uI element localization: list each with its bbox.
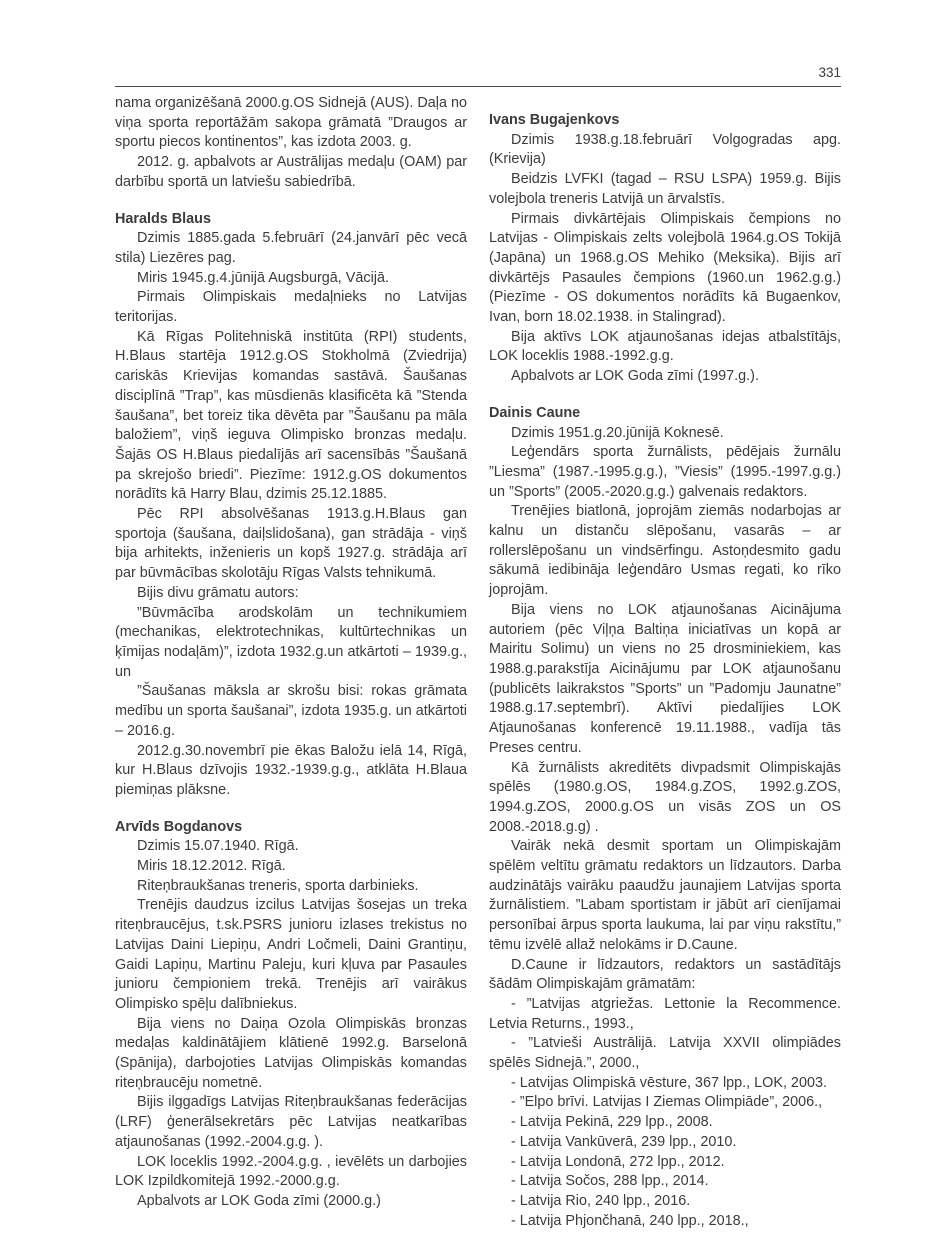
paragraph: Pirmais divkārtējais Olimpiskais čempions no Latvijas - Olimpiskais zelts volejbolā 1964.g.OS Tokijā (Japāna) un 1968.g.OS Mehiko (Meksika). Bijis arī divkārtējs Pasaules čempions (1960.un 1962.g.g.) (Piezīme - OS dokumentos norādīts kā Bugaenkov, Ivan, born 18.02.1938. in Stalingrad).: [489, 210, 841, 326]
paragraph: Riteņbraukšanas treneris, sporta darbinieks.: [137, 877, 419, 894]
paragraph: Bija aktīvs LOK atjaunošanas idejas atbalstītājs, LOK loceklis 1988.-1992.g.g.: [489, 328, 841, 365]
paragraph: Trenējis daudzus izcilus Latvijas šosejas un treka riteņbraucējus, t.sk.PSRS junioru izlases trekistus no Latvijas Daini Liepiņu, Andri Ločmeli, Daini Grantiņu, Gaidi Lapiņu, Martinu Paleju, kuri kļuva par Pasaules junioru čempioniem trekā. Trenējis arī vairākus Olimpisko spēļu dalībniekus.: [115, 897, 467, 1012]
paragraph: Beidzis LVFKI (tagad – RSU LSPA) 1959.g. Bijis volejbola treneris Latvijā un ārvalstīs.: [489, 171, 841, 207]
left-column: [115, 94, 467, 1231]
text-columns: [115, 94, 841, 1231]
paragraph: Bijis ilggadīgs Latvijas Riteņbraukšanas federācijas (LRF) ģenerālsekretārs pēc Latvijas neatkarības atjaunošanas (1992.-2004.g.g. ).: [115, 1094, 467, 1150]
paragraph: Dzimis 1951.g.20.jūnijā Koknesē.: [511, 424, 724, 441]
paragraph: Vairāk nekā desmit sportam un Olimpiskajām spēlēm veltītu grāmatu redaktors un līdzautors. Darba audzinātājs vairāku paaudžu jaunajiem Latvijas sporta žurnālistiem. ”Labam sportistam ir jābūt arī cienījamai personībai ārpus sporta laukuma, lai par viņu rakstītu,” tēmu izvēlē allaž nelokāms ir D.Caune.: [489, 838, 841, 953]
entry-heading: Haralds Blaus: [115, 210, 211, 227]
page-header: [115, 64, 841, 87]
paragraph: - ”Elpo brīvi. Latvijas I Ziemas Olimpiāde”, 2006.,: [511, 1094, 823, 1111]
paragraph: - Latvijas Olimpiskā vēsture, 367 lpp., LOK, 2003.: [511, 1074, 827, 1091]
paragraph: ”Šaušanas māksla ar skrošu bisi: rokas grāmata medību un sporta šaušanai”, izdota 1935.g. un atkārtoti – 2016.g.: [115, 683, 467, 739]
paragraph: Dzimis 1938.g.18.februārī Volgogradas apg. (Krievija): [489, 131, 841, 168]
paragraph: Miris 18.12.2012. Rīgā.: [137, 858, 286, 875]
paragraph: - ”Latvieši Austrālijā. Latvija XXVII olimpiādes spēlēs Sidnejā.”, 2000.,: [489, 1035, 841, 1072]
paragraph: D.Caune ir līdzautors, redaktors un sastādītājs šādām Olimpiskajām grāmatām:: [489, 956, 841, 993]
right-column: [489, 94, 841, 1231]
page-number: 331: [818, 65, 841, 80]
paragraph: - Latvija Pekinā, 229 lpp., 2008.: [511, 1114, 713, 1131]
paragraph: 2012. g. apbalvots ar Austrālijas medaļu (OAM) par darbību sportā un latviešu sabiedrībā.: [115, 154, 467, 190]
paragraph: - Latvija Phjončhanā, 240 lpp., 2018.,: [511, 1212, 749, 1229]
paragraph: Miris 1945.g.4.jūnijā Augsburgā, Vācijā.: [137, 269, 389, 286]
paragraph: LOK loceklis 1992.-2004.g.g. , ievēlēts un darbojies LOK Izpildkomitejā 1992.-2000.g.g.: [115, 1153, 467, 1190]
paragraph: Dzimis 1885.gada 5.februārī (24.janvārī pēc vecā stila) Liezēres pag.: [115, 230, 467, 266]
paragraph: Pēc RPI absolvēšanas 1913.g.H.Blaus gan sportoja (šaušana, daiļslidošana), gan strādāja - viņš bija arhitekts, inženieris un kopš 1927.g. strādāja arī par būvmācības skolotāju Rīgas Valsts tehnikumā.: [115, 506, 467, 582]
paragraph: Pirmais Olimpiskais medaļnieks no Latvijas teritorijas.: [115, 289, 467, 326]
page-content: [115, 64, 841, 1231]
entry-heading: Ivans Bugajenkovs: [489, 112, 620, 128]
paragraph: Bija viens no Daiņa Ozola Olimpiskās bronzas medaļas kaldinātājiem klātienē 1992.g. Barselonā (Spānija), darbojoties Latvijas Olimpiskās komandas riteņbraucēju nometnē.: [115, 1015, 467, 1091]
paragraph: Dzimis 15.07.1940. Rīgā.: [137, 838, 299, 855]
paragraph: - Latvija Rio, 240 lpp., 2016.: [511, 1192, 691, 1209]
paragraph: Apbalvots ar LOK Goda zīmi (2000.g.): [137, 1192, 381, 1209]
paragraph: nama organizēšanā 2000.g.OS Sidnejā (AUS). Daļa no viņa sporta reportāžām sakopa grāmatā ”Draugos ar sportu piecos kontinentos”, kas izdota 2003. g.: [115, 95, 467, 151]
paragraph: Bijis divu grāmatu autors:: [137, 584, 299, 601]
paragraph: Kā žurnālists akreditēts divpadsmit Olimpiskajās spēlēs (1980.g.OS, 1984.g.ZOS, 1992.g.ZOS, 1994.g.ZOS, 2000.g.OS un visās ZOS un OS 2008.-2018.g.g) .: [489, 759, 841, 835]
paragraph: Leģendārs sporta žurnālists, pēdējais žurnālu ”Liesma” (1987.-1995.g.g.), ”Viesis” (1995.-1997.g.g.) un ”Sports” (2005.-2020.g.g.) galvenais redaktors.: [489, 444, 841, 500]
paragraph: - Latvija Vankūverā, 239 lpp., 2010.: [511, 1133, 737, 1150]
paragraph: - ”Latvijas atgriežas. Lettonie la Recommence. Letvia Returns., 1993.,: [489, 995, 841, 1032]
paragraph: Trenējies biatlonā, joprojām ziemās nodarbojas ar kalnu un distanču slēpošanu, vasarās – ar rollerslēpošanu un vindsērfingu. Astoņdesmito gadu sākumā iedibināja leģendāro Usmas regati, ko rīko joprojām.: [489, 503, 841, 599]
entry-heading: Arvīds Bogdanovs: [115, 818, 243, 835]
paragraph: Apbalvots ar LOK Goda zīmi (1997.g.).: [511, 368, 759, 385]
paragraph: - Latvija Londonā, 272 lpp., 2012.: [511, 1153, 725, 1170]
paragraph: ”Būvmācība arodskolām un technikumiem (mechanikas, elektrotechnikas, kultūrtechnikas un ķīmijas nodaļām)”, izdota 1932.g.un atkārtoti – 1939.g., un: [115, 604, 467, 680]
entry-heading: Dainis Caune: [489, 404, 581, 421]
paragraph: 2012.g.30.novembrī pie ēkas Baložu ielā 14, Rīgā, kur H.Blaus dzīvojis 1932.-1939.g.g., atklāta H.Blaua piemiņas plāksne.: [115, 742, 467, 798]
paragraph: Kā Rīgas Politehniskā institūta (RPI) students, H.Blaus startēja 1912.g.OS Stokholmā (Zviedrija) cariskās Krievijas komandas sastāvā. Šaušanas disciplīnā ”Trap”, kas mūsdienās klasificēta kā ”Stenda šaušana”, bet toreiz tika dēvēta par ”Šaušanu pa māla baložiem”, viņš ieguva Olimpisko bronzas medaļu. Šajās OS H.Blaus piedalījās arī sacensībās ”Šaušanā pa skrejošo briedi”. Piezīme: 1912.g.OS dokumentos norādīts kā Harry Blau, dzimis 25.12.1885.: [115, 328, 467, 503]
paragraph: Bija viens no LOK atjaunošanas Aicinājuma autoriem (pēc Viļņa Baltiņa iniciatīvas un kopā ar Mairitu Solimu) un viens no 25 drosminiekiem, kas 1988.g.parakstīja Aicinājumu par LOK atjaunošanu (publicēts laikrakstos ”Sports” un ”Padomju Jaunatne” 1988.g.17.septembrī). Aktīvi piedalījies LOK Atjaunošanas konferencē 19.11.1988., vadīja tās Preses centru.: [489, 601, 841, 756]
paragraph: - Latvija Sočos, 288 lpp., 2014.: [511, 1173, 709, 1190]
